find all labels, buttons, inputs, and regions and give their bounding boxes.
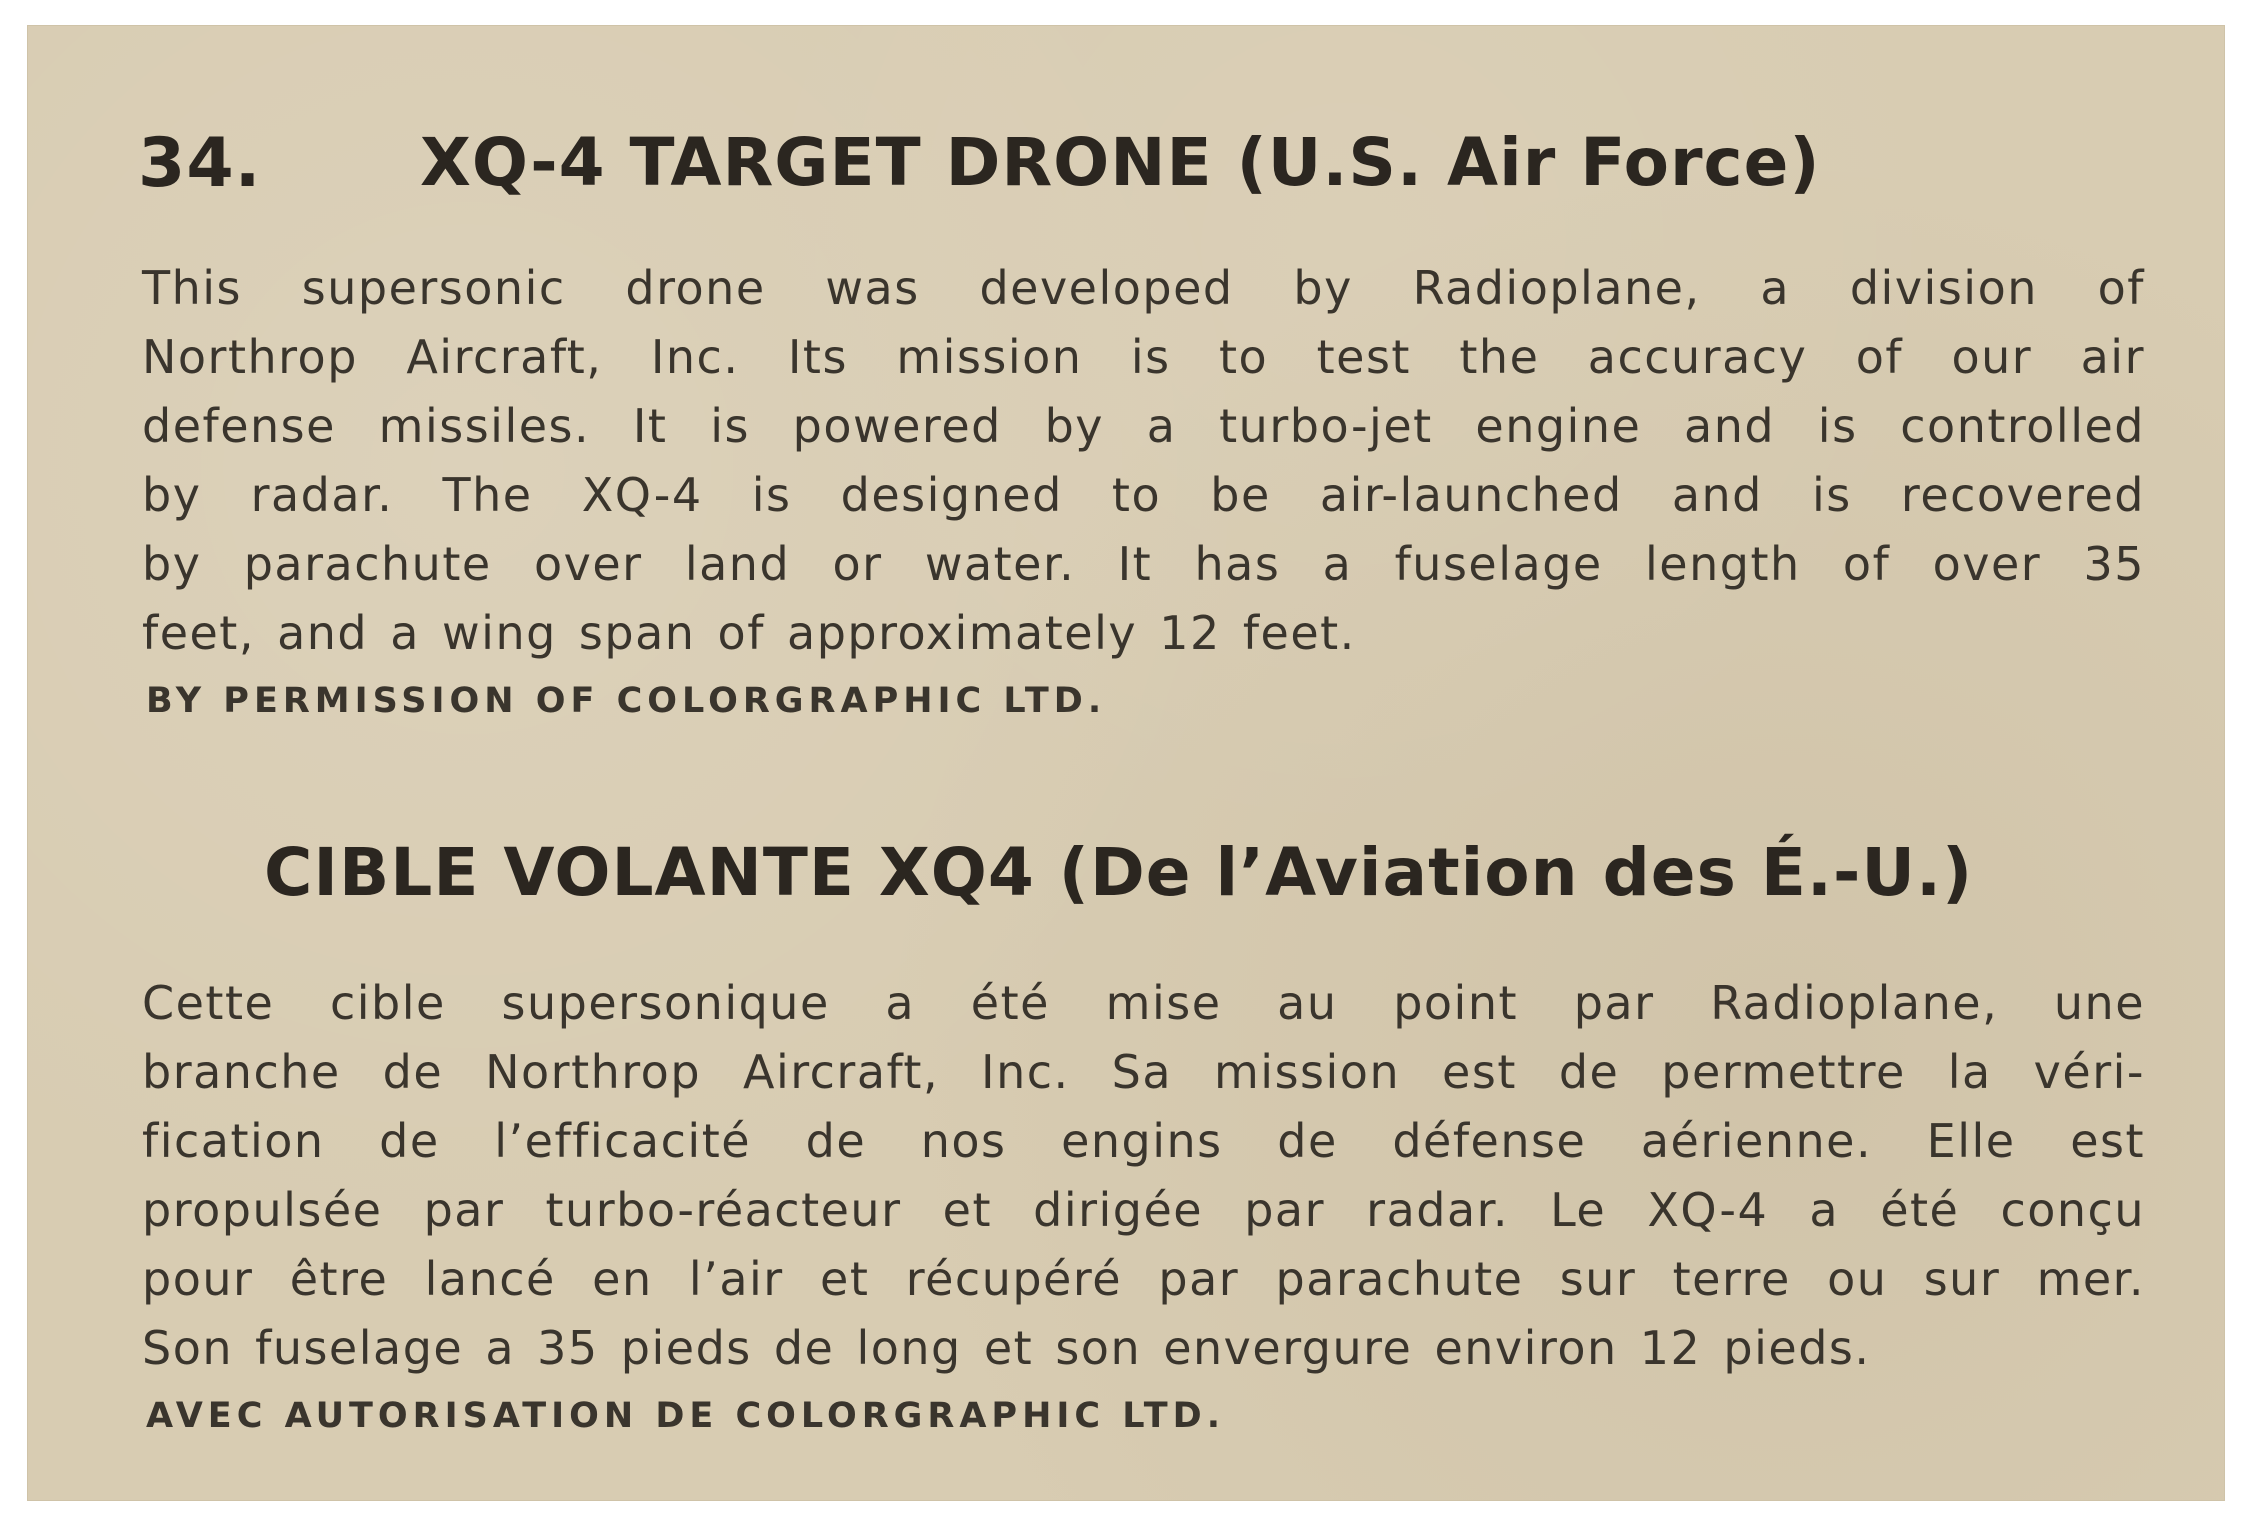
english-credit: BY PERMISSION OF COLORGRAPHIC LTD. — [146, 681, 1107, 721]
french-line-4: propulsée par turbo-réacteur et dirigée par radar. Le XQ-4 a été conçu — [142, 1183, 2145, 1237]
trading-card-back — [28, 26, 2224, 1500]
french-line-2: branche de Northrop Aircraft, Inc. Sa mission est de permettre la véri- — [142, 1045, 2145, 1099]
french-credit: AVEC AUTORISATION DE COLORGRAPHIC LTD. — [146, 1396, 1225, 1436]
french-line-1: Cette cible supersonique a été mise au point par Radioplane, une — [142, 976, 2145, 1030]
card-number: 34. — [138, 124, 262, 203]
french-line-6: Son fuselage a 35 pieds de long et son envergure environ 12 pieds. — [142, 1321, 1871, 1375]
english-line-6: feet, and a wing span of approximately 12 feet. — [142, 606, 1356, 660]
english-line-3: defense missiles. It is powered by a turbo-jet engine and is controlled — [142, 399, 2145, 453]
english-line-1: This supersonic drone was developed by Radioplane, a division of — [142, 261, 2145, 315]
french-line-5: pour être lancé en l’air et récupéré par parachute sur terre ou sur mer. — [142, 1252, 2145, 1306]
english-title: XQ-4 TARGET DRONE (U.S. Air Force) — [420, 124, 1821, 201]
english-description — [142, 254, 2145, 668]
french-description — [142, 969, 2145, 1383]
french-line-3: fication de l’efficacité de nos engins de défense aérienne. Elle est — [142, 1114, 2145, 1168]
english-line-2: Northrop Aircraft, Inc. Its mission is to test the accuracy of our air — [142, 330, 2145, 384]
english-line-5: by parachute over land or water. It has a fuselage length of over 35 — [142, 537, 2145, 591]
english-line-4: by radar. The XQ-4 is designed to be air-launched and is recovered — [142, 468, 2145, 522]
french-title: CIBLE VOLANTE XQ4 (De l’Aviation des É.-U.) — [264, 834, 1974, 911]
